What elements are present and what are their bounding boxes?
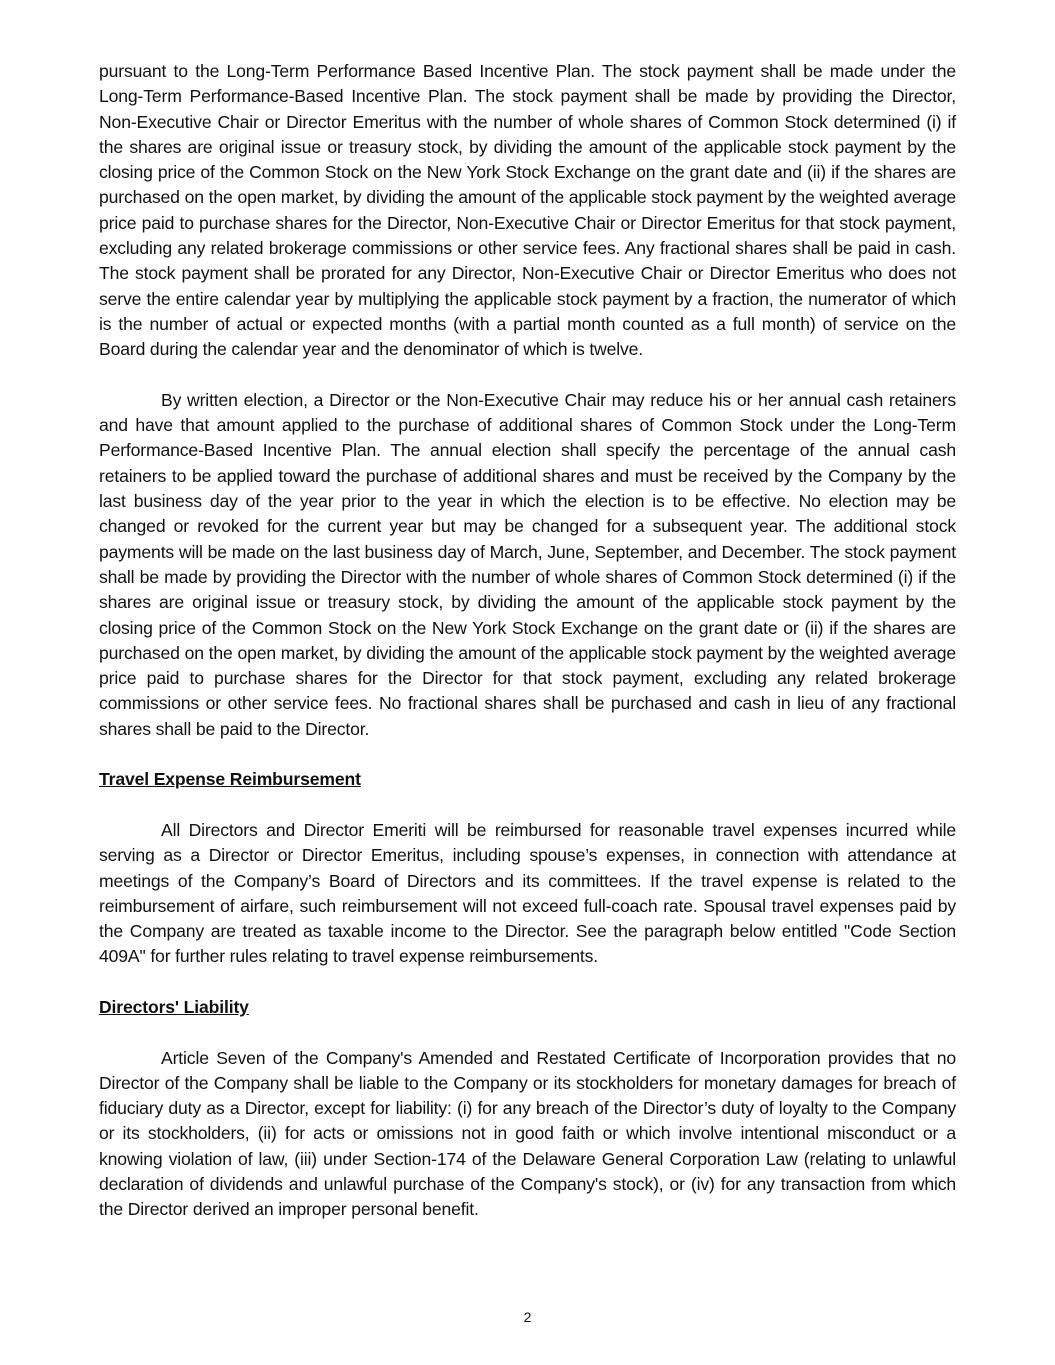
- paragraph-travel-expenses: All Directors and Director Emeriti will be reimbursed for reasonable travel expenses incurred while serving as a Director or Director Emeritus, including spouse’s expenses, in connection with attendance at meetings of the Company’s Board of Directors and its committees. If the travel expense is related to the reimbursement of airfare, such reimbursement will not exceed full-coach rate. Spousal travel expenses paid by the Company are treated as taxable income to the Director. See the paragraph below entitled "Code Section 409A" for further rules relating to travel expense reimbursements.: [99, 819, 956, 967]
- document-page: [99, 59, 956, 1223]
- paragraph-directors-liability: Article Seven of the Company's Amended and Restated Certificate of Incorporation provides that no Director of the Company shall be liable to the Company or its stockholders for monetary damages for breach of fiduciary duty as a Director, except for liability: (i) for any breach of the Director’s duty of loyalty to the Company or its stockholders, (ii) for acts or omissions not in good faith or which involve intentional misconduct or a knowing violation of law, (iii) under Section-174 of the Delaware General Corporation Law (relating to unlawful declaration of dividends and unlawful purchase of the Company's stock), or (iv) for any transaction from which the Director derived an improper personal benefit.: [99, 1047, 956, 1220]
- paragraph-written-election: By written election, a Director or the Non-Executive Chair may reduce his or her annual cash retainers and have that amount applied to the purchase of additional shares of Common Stock under the Long-Term Performance-Based Incentive Plan. The annual election shall specify the percentage of the annual cash retainers to be applied toward the purchase of additional shares and must be received by the Company by the last business day of the year prior to the year in which the election is to be effective. No election may be changed or revoked for the current year but may be changed for a subsequent year. The additional stock payments will be made on the last business day of March, June, September, and December. The stock payment shall be made by providing the Director with the number of whole shares of Common Stock determined (i) if the shares are original issue or treasury stock, by dividing the amount of the applicable stock payment by the closing price of the Common Stock on the New York Stock Exchange on the grant date or (ii) if the shares are purchased on the open market, by dividing the amount of the applicable stock payment by the weighted average price paid to purchase shares for the Director for that stock payment, excluding any related brokerage commissions or other service fees. No fractional shares shall be purchased and cash in lieu of any fractional shares shall be paid to the Director.: [99, 389, 956, 739]
- paragraph-stock-payment: pursuant to the Long-Term Performance Based Incentive Plan. The stock payment shall be made under the Long-Term Performance-Based Incentive Plan. The stock payment shall be made by providing the Director, Non-Executive Chair or Director Emeritus with the number of whole shares of Common Stock determined (i) if the shares are original issue or treasury stock, by dividing the amount of the applicable stock payment by the closing price of the Common Stock on the New York Stock Exchange on the grant date and (ii) if the shares are purchased on the open market, by dividing the amount of the applicable stock payment by the weighted average price paid to purchase shares for the Director, Non-Executive Chair or Director Emeritus for that stock payment, excluding any related brokerage commissions or other service fees. Any fractional shares shall be paid in cash. The stock payment shall be prorated for any Director, Non-Executive Chair or Director Emeritus who does not serve the entire calendar year by multiplying the applicable stock payment by a fraction, the numerator of which is the number of actual or expected months (with a partial month counted as a full month) of service on the Board during the calendar year and the denominator of which is twelve.: [99, 61, 956, 360]
- heading-travel-expense-reimbursement: Travel Expense Reimbursement: [99, 769, 361, 790]
- page-number: 2: [523, 1309, 532, 1325]
- heading-directors-liability: Directors' Liability: [99, 996, 249, 1017]
